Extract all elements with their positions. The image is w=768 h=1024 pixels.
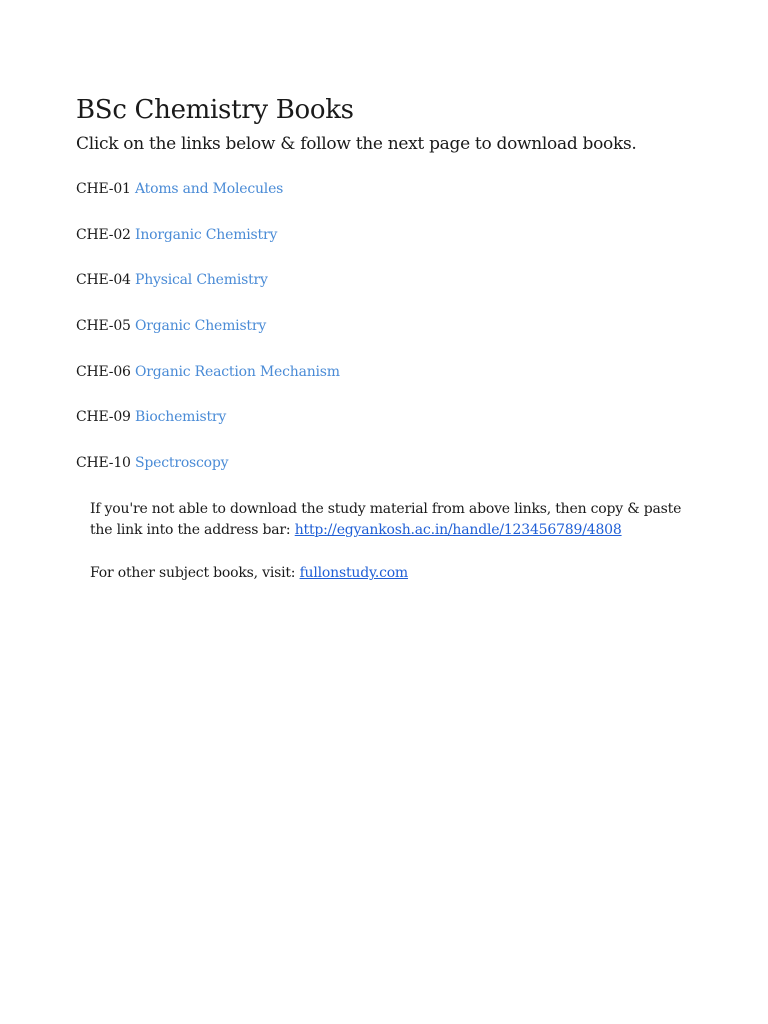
egyankosh-url-link[interactable]: http://egyankosh.ac.in/handle/123456789/4808 — [294, 522, 622, 538]
course-link-atoms-and-molecules[interactable]: Atoms and Molecules — [135, 181, 284, 197]
page-subtitle: Click on the links below & follow the next page to download books. — [76, 134, 637, 154]
course-link-spectroscopy[interactable]: Spectroscopy — [135, 455, 229, 472]
course-code: CHE-06 — [76, 363, 131, 380]
course-link-organic-reaction-mechanism[interactable]: Organic Reaction Mechanism — [135, 363, 340, 380]
course-list — [76, 179, 340, 499]
other-books-text: For other subject books, visit: — [90, 565, 296, 581]
course-code: CHE-09 — [76, 409, 131, 426]
other-books-note — [90, 563, 690, 584]
course-item-che-10 — [76, 453, 340, 499]
course-item-che-05 — [76, 316, 340, 362]
course-code: CHE-10 — [76, 455, 131, 472]
course-link-biochemistry[interactable]: Biochemistry — [135, 409, 227, 426]
course-code: CHE-02 — [76, 226, 131, 243]
fullonstudy-link[interactable]: fullonstudy.com — [299, 565, 409, 581]
page-title: BSc Chemistry Books — [76, 95, 354, 125]
course-code: CHE-04 — [76, 272, 131, 289]
fallback-note-text: If you're not able to download the study material from above links, then copy & paste the link into the address bar: — [90, 501, 682, 538]
course-item-che-04 — [76, 270, 340, 316]
course-link-inorganic-chemistry[interactable]: Inorganic Chemistry — [135, 226, 278, 243]
course-item-che-01 — [76, 179, 340, 225]
course-item-che-06 — [76, 362, 340, 408]
course-link-physical-chemistry[interactable]: Physical Chemistry — [135, 272, 268, 289]
course-code: CHE-01 — [76, 181, 131, 197]
course-item-che-02 — [76, 225, 340, 271]
course-code: CHE-05 — [76, 318, 131, 335]
fallback-note — [90, 499, 690, 541]
course-item-che-09 — [76, 407, 340, 453]
course-link-organic-chemistry[interactable]: Organic Chemistry — [135, 318, 267, 335]
